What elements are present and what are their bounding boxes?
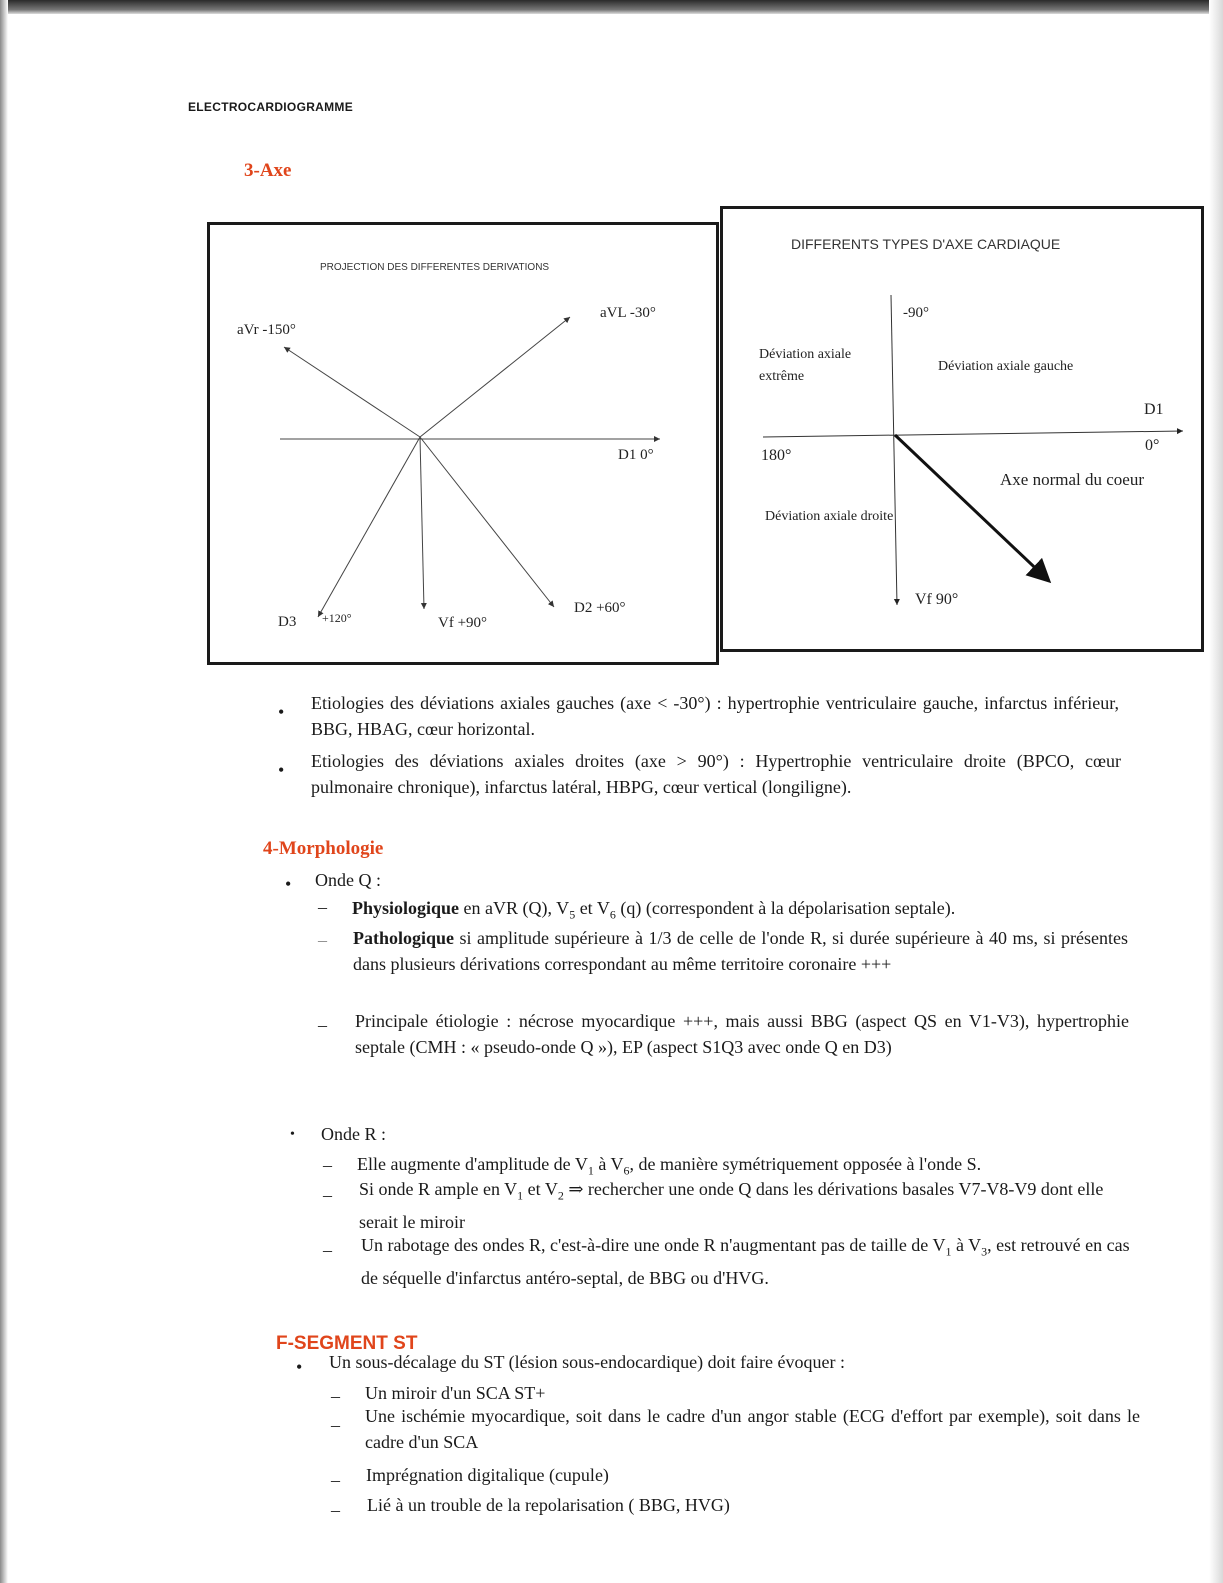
scan-left-edge — [0, 0, 8, 1583]
bullet-glyph: • — [278, 760, 285, 780]
label-d1: D1 0° — [618, 447, 654, 463]
st-item-miroir: Un miroir d'un SCA ST+ — [365, 1383, 546, 1403]
axis-d2-line — [420, 437, 554, 607]
axis-d3-line — [318, 437, 420, 617]
dash-glyph: – — [318, 930, 327, 950]
label-d1-axis: D1 — [1144, 401, 1164, 418]
running-head: ELECTROCARDIOGRAMME — [188, 100, 354, 114]
axe-bullet-left-deviation: Etiologies des déviations axiales gauches (axe < -30°) : hypertrophie ventriculaire gauche, infarctus inférieur, BBG, HBAG, cœur horizontal. — [311, 693, 1119, 739]
onde-r-ample: Si onde R ample en $V_1$ et $V_2$ ⇒ rechercher une onde Q dans les dérivations basales V7-V8-V9 dont elle serait le miroir — [359, 1179, 1104, 1232]
section-title-axe: 3-Axe — [244, 160, 292, 181]
scan-right-shadow — [1209, 0, 1223, 1583]
dash-glyph: – — [331, 1500, 340, 1520]
axis-avl-line — [420, 317, 570, 437]
onde-q-etiologie: Principale étiologie : nécrose myocardique +++, mais aussi BBG (aspect QS en V1-V3), hypertrophie septale (CMH : « pseudo-onde Q »), EP (aspect S1Q3 avec onde Q en D3) — [355, 1011, 1129, 1057]
label-avr: aVr -150° — [237, 322, 296, 338]
figure1-title: PROJECTION DES DIFFERENTES DERIVATIONS — [320, 262, 550, 273]
label-zero-degree: 0° — [1145, 437, 1160, 454]
label-d2: D2 +60° — [574, 600, 626, 616]
figure2-diagram — [723, 209, 1201, 649]
label-d3-angle: +120° — [322, 611, 352, 625]
axis-normal-arrow — [895, 435, 1049, 581]
st-item-repolarisation: Lié à un trouble de la repolarisation ( BBG, HVG) — [367, 1495, 730, 1515]
axis-horizontal-line — [763, 431, 1183, 437]
dash-glyph: – — [331, 1386, 340, 1406]
dash-glyph: – — [323, 1155, 332, 1175]
axis-vf-line — [420, 437, 424, 609]
st-item-ischemie: Une ischémie myocardique, soit dans le cadre d'un angor stable (ECG d'effort par exemple), soit dans le cadre d'un SCA — [365, 1406, 1140, 1452]
onde-r-amplitude: Elle augmente d'amplitude de $V_1$ à $V_6$, de manière symétriquement opposée à l'onde S. — [357, 1154, 982, 1178]
label-axe-normal: Axe normal du coeur — [1000, 470, 1144, 489]
st-item-digitalique: Imprégnation digitalique (cupule) — [366, 1465, 609, 1485]
section-title-morphologie: 4-Morphologie — [263, 838, 384, 859]
dash-glyph: – — [318, 1015, 327, 1035]
label-deviation-droite: Déviation axiale droite — [765, 509, 894, 524]
label-vf: Vf +90° — [438, 615, 488, 631]
figure-types-axe-cardiaque — [720, 206, 1204, 652]
dash-glyph: – — [331, 1470, 340, 1490]
dash-glyph: – — [323, 1240, 332, 1260]
scan-top-edge — [0, 0, 1223, 14]
section-title-segment-st: F-SEGMENT ST — [276, 1333, 418, 1354]
figure2-title: DIFFERENTS TYPES D'AXE CARDIAQUE — [791, 236, 1061, 252]
bullet-glyph: • — [290, 1127, 295, 1142]
bullet-glyph: • — [285, 874, 292, 894]
figure-projection-derivations — [207, 222, 719, 665]
figure1-diagram — [210, 225, 716, 662]
label-deviation-gauche: Déviation axiale gauche — [938, 359, 1074, 374]
label-180-degree: 180° — [761, 447, 792, 464]
label-vf90: Vf 90° — [915, 591, 959, 608]
bullet-glyph: • — [278, 702, 285, 722]
st-intro: Un sous-décalage du ST (lésion sous-endocardique) doit faire évoquer : — [329, 1352, 846, 1372]
label-deviation-extreme: Déviation axiale extrême — [759, 347, 852, 384]
label-avl: aVL -30° — [600, 305, 656, 321]
onde-r-rabotage: Un rabotage des ondes R, c'est-à-dire une onde R n'augmentant pas de taille de $V_1$ à $V_3$, est retrouvé en cas de séquelle d'infarctus antéro-septal, de BBG ou d'HVG. — [361, 1235, 1130, 1288]
onde-r-label: Onde R : — [321, 1124, 386, 1144]
axe-bullet-right-deviation: Etiologies des déviations axiales droites (axe > 90°) : Hypertrophie ventriculaire droite (BPCO, cœur pulmonaire chronique), infarctus latéral, HBPG, cœur vertical (longiligne). — [311, 751, 1121, 797]
onde-q-label: Onde Q : — [315, 870, 381, 890]
bullet-glyph: • — [296, 1357, 303, 1377]
onde-q-pathologique: Pathologique si amplitude supérieure à 1/3 de celle de l'onde R, si durée supérieure à 40 ms, si présentes dans plusieurs dérivations correspondant au même territoire coronaire +++ — [353, 928, 1128, 974]
label-d3: D3 — [278, 614, 297, 630]
dash-glyph: – — [331, 1415, 340, 1435]
axis-avr-line — [284, 347, 420, 437]
dash-glyph: – — [323, 1185, 332, 1205]
label-minus90: -90° — [903, 305, 929, 321]
dash-glyph: – — [318, 897, 327, 917]
onde-q-physiologique: Physiologique en aVR (Q), $V_5$ et $V_6$ (q) (correspondent à la dépolarisation septale). — [352, 898, 956, 922]
axis-vertical-line — [891, 295, 897, 605]
